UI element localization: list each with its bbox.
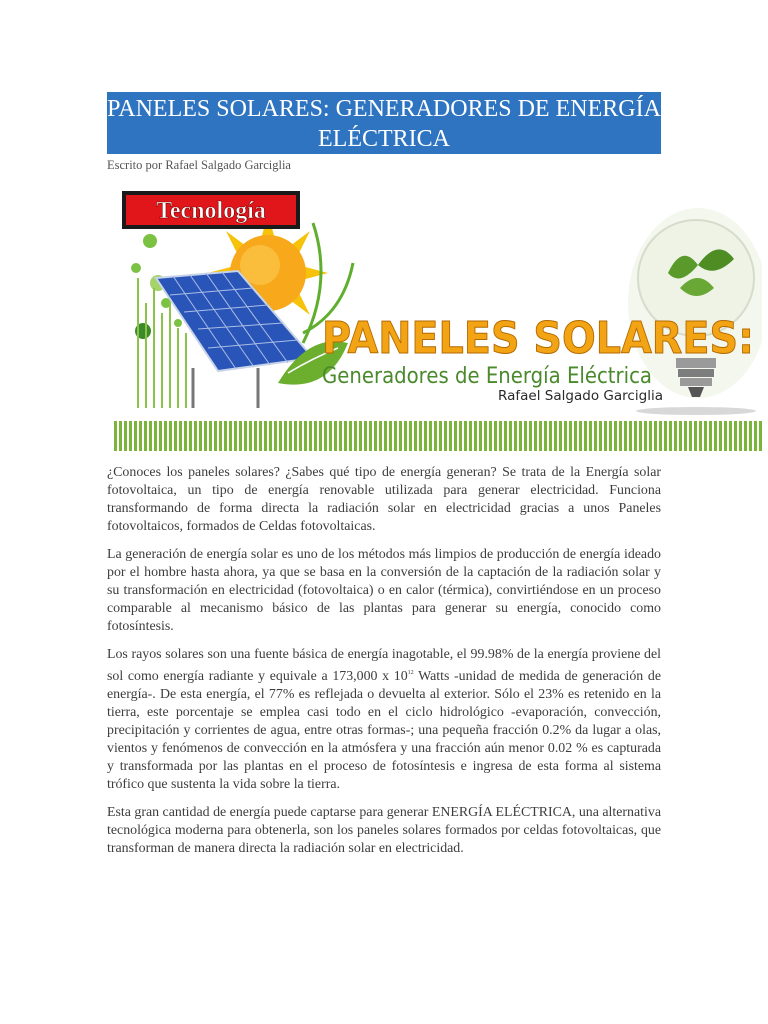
stripe — [529, 421, 532, 451]
stripe — [164, 421, 167, 451]
stripe — [679, 421, 682, 451]
stripe — [404, 421, 407, 451]
stripe — [139, 421, 142, 451]
stripe — [249, 421, 252, 451]
stripe — [589, 421, 592, 451]
stripe — [334, 421, 337, 451]
stripe — [349, 421, 352, 451]
stripe — [499, 421, 502, 451]
banner-author: Rafael Salgado Garciglia — [498, 389, 663, 404]
stripe — [454, 421, 457, 451]
stripe — [729, 421, 732, 451]
paragraph: ¿Conoces los paneles solares? ¿Sabes qué tipo de energía generan? Se trata de la Energía solar fotovoltaica, un tipo de energía renovable utilizada para generar electricidad. Funciona transformando de forma directa la radiación solar en electricidad gracias a unos Paneles fotovoltaicos, formados de Celdas fotovoltaicas. — [107, 465, 661, 534]
stripe — [724, 421, 727, 451]
tecnologia-badge — [122, 191, 300, 229]
stripe — [619, 421, 622, 451]
stripe — [269, 421, 272, 451]
stripe — [664, 421, 667, 451]
stripe — [494, 421, 497, 451]
stripe — [574, 421, 577, 451]
stripe — [264, 421, 267, 451]
stripe — [299, 421, 302, 451]
stripe — [584, 421, 587, 451]
stripe — [214, 421, 217, 451]
stripe — [324, 421, 327, 451]
stripe — [339, 421, 342, 451]
stripe — [219, 421, 222, 451]
stripe — [434, 421, 437, 451]
stripe — [359, 421, 362, 451]
stripe — [129, 421, 132, 451]
stripe — [169, 421, 172, 451]
stripe — [199, 421, 202, 451]
stripe — [439, 421, 442, 451]
stripe — [754, 421, 757, 451]
stripe — [739, 421, 742, 451]
stripe — [469, 421, 472, 451]
paragraph-text: Watts -unidad de medida de generación de energía-. De esta energía, el 77% es reflejada o devuelta al exterior. Sólo el 23% es retenido en la tierra, este porcentaje se emplea casi todo en el ciclo hidrológico -evaporación, convección, precipitación y corrientes de agua, entre otras formas-; una pequeña fracción 0.2% da lugar a olas, vientos y fenómenos de convección en la atmósfera y una fracción aún menor 0.02 % es capturada y transformada por las plantas en el proceso de fotosíntesis e ingresa de esta forma al sistema trófico que sustenta la vida sobre la tierra. — [107, 669, 661, 792]
stripe — [254, 421, 257, 451]
stripe — [244, 421, 247, 451]
stripe — [719, 421, 722, 451]
stripe — [204, 421, 207, 451]
stripe — [189, 421, 192, 451]
stripe — [479, 421, 482, 451]
stripe — [289, 421, 292, 451]
stripe — [744, 421, 747, 451]
byline: Escrito por Rafael Salgado Garciglia — [107, 158, 291, 172]
stripe — [379, 421, 382, 451]
stripe — [734, 421, 737, 451]
stripe — [124, 421, 127, 451]
paragraph: La generación de energía solar es uno de los métodos más limpios de producción de energía ideado por el hombre hasta ahora, ya que se basa en la conversión de la captación de la radiación solar y su transformación en electricidad (fotovoltaica) o en calor (térmica), convirtiéndose en un proceso comparable al mecanismo básico de las plantas para generar su energía, conocido como fotosíntesis. — [107, 547, 661, 634]
stripe — [474, 421, 477, 451]
stripe — [354, 421, 357, 451]
stripe — [689, 421, 692, 451]
stripe — [699, 421, 702, 451]
stripe — [629, 421, 632, 451]
stripe — [374, 421, 377, 451]
stripe — [564, 421, 567, 451]
stripe — [539, 421, 542, 451]
stripe — [144, 421, 147, 451]
stripe — [184, 421, 187, 451]
stripe — [579, 421, 582, 451]
stripe — [194, 421, 197, 451]
stripe — [229, 421, 232, 451]
stripe — [669, 421, 672, 451]
stripe — [459, 421, 462, 451]
stripe — [594, 421, 597, 451]
exponent: 12 — [407, 670, 414, 676]
stripe — [239, 421, 242, 451]
stripe — [704, 421, 707, 451]
stripe — [159, 421, 162, 451]
stripe — [114, 421, 117, 451]
stripe — [389, 421, 392, 451]
stripe — [549, 421, 552, 451]
stripe — [399, 421, 402, 451]
stripe — [179, 421, 182, 451]
stripe — [329, 421, 332, 451]
stripe — [209, 421, 212, 451]
stripe — [419, 421, 422, 451]
stripe — [224, 421, 227, 451]
article-body — [107, 464, 661, 868]
badge-label: Tecnología — [156, 198, 266, 224]
stripe — [309, 421, 312, 451]
stripe — [174, 421, 177, 451]
stripe — [599, 421, 602, 451]
stripe — [709, 421, 712, 451]
stripe — [384, 421, 387, 451]
stripe — [554, 421, 557, 451]
stripe — [344, 421, 347, 451]
stripe — [649, 421, 652, 451]
stripe — [759, 421, 762, 451]
stripe — [394, 421, 397, 451]
stripe — [489, 421, 492, 451]
banner-subtitle: Generadores de Energía Eléctrica — [322, 364, 652, 389]
paragraph: Esta gran cantidad de energía puede captarse para generar ENERGÍA ELÉCTRICA, una alternativa tecnológica moderna para obtenerla, son los paneles solares formados por celdas fotovoltaicas, que transforman de manera directa la radiación solar en electricidad. — [107, 805, 661, 856]
stripe — [624, 421, 627, 451]
stripe — [294, 421, 297, 451]
stripe — [274, 421, 277, 451]
stripe — [234, 421, 237, 451]
stripe — [684, 421, 687, 451]
stripe — [634, 421, 637, 451]
stripe — [609, 421, 612, 451]
document-title: PANELES SOLARES: GENERADORES DE ENERGÍA ELÉCTRICA — [107, 92, 661, 154]
stripe — [524, 421, 527, 451]
stripe — [424, 421, 427, 451]
stripe — [409, 421, 412, 451]
stripe — [154, 421, 157, 451]
stripe — [534, 421, 537, 451]
stripe — [369, 421, 372, 451]
paragraph — [107, 646, 661, 794]
stripe — [569, 421, 572, 451]
stripe — [449, 421, 452, 451]
stripe — [284, 421, 287, 451]
stripe — [119, 421, 122, 451]
stripe — [644, 421, 647, 451]
stripe — [514, 421, 517, 451]
stripe — [614, 421, 617, 451]
stripe — [714, 421, 717, 451]
stripe — [654, 421, 657, 451]
stripe — [694, 421, 697, 451]
stripe — [444, 421, 447, 451]
stripe — [279, 421, 282, 451]
stripe — [429, 421, 432, 451]
stripe — [364, 421, 367, 451]
stripe — [604, 421, 607, 451]
banner-image — [108, 183, 762, 453]
stripe — [504, 421, 507, 451]
stripe — [259, 421, 262, 451]
stripe — [544, 421, 547, 451]
striped-band — [114, 421, 762, 451]
stripe — [464, 421, 467, 451]
stripe — [484, 421, 487, 451]
stripe — [304, 421, 307, 451]
stripe — [639, 421, 642, 451]
stripe — [659, 421, 662, 451]
stripe — [314, 421, 317, 451]
stripe — [319, 421, 322, 451]
stripe — [674, 421, 677, 451]
stripe — [149, 421, 152, 451]
stripe — [134, 421, 137, 451]
paragraph-text: Los rayos solares son una fuente básica de energía inagotable, el 99.98% de la energía proviene del sol como energía radiante y equivale a 173,000 x 10 — [107, 647, 661, 684]
banner-headline: PANELES SOLARES: — [322, 313, 754, 364]
stripe — [509, 421, 512, 451]
stripe — [559, 421, 562, 451]
stripe — [414, 421, 417, 451]
stripe — [749, 421, 752, 451]
stripe — [519, 421, 522, 451]
